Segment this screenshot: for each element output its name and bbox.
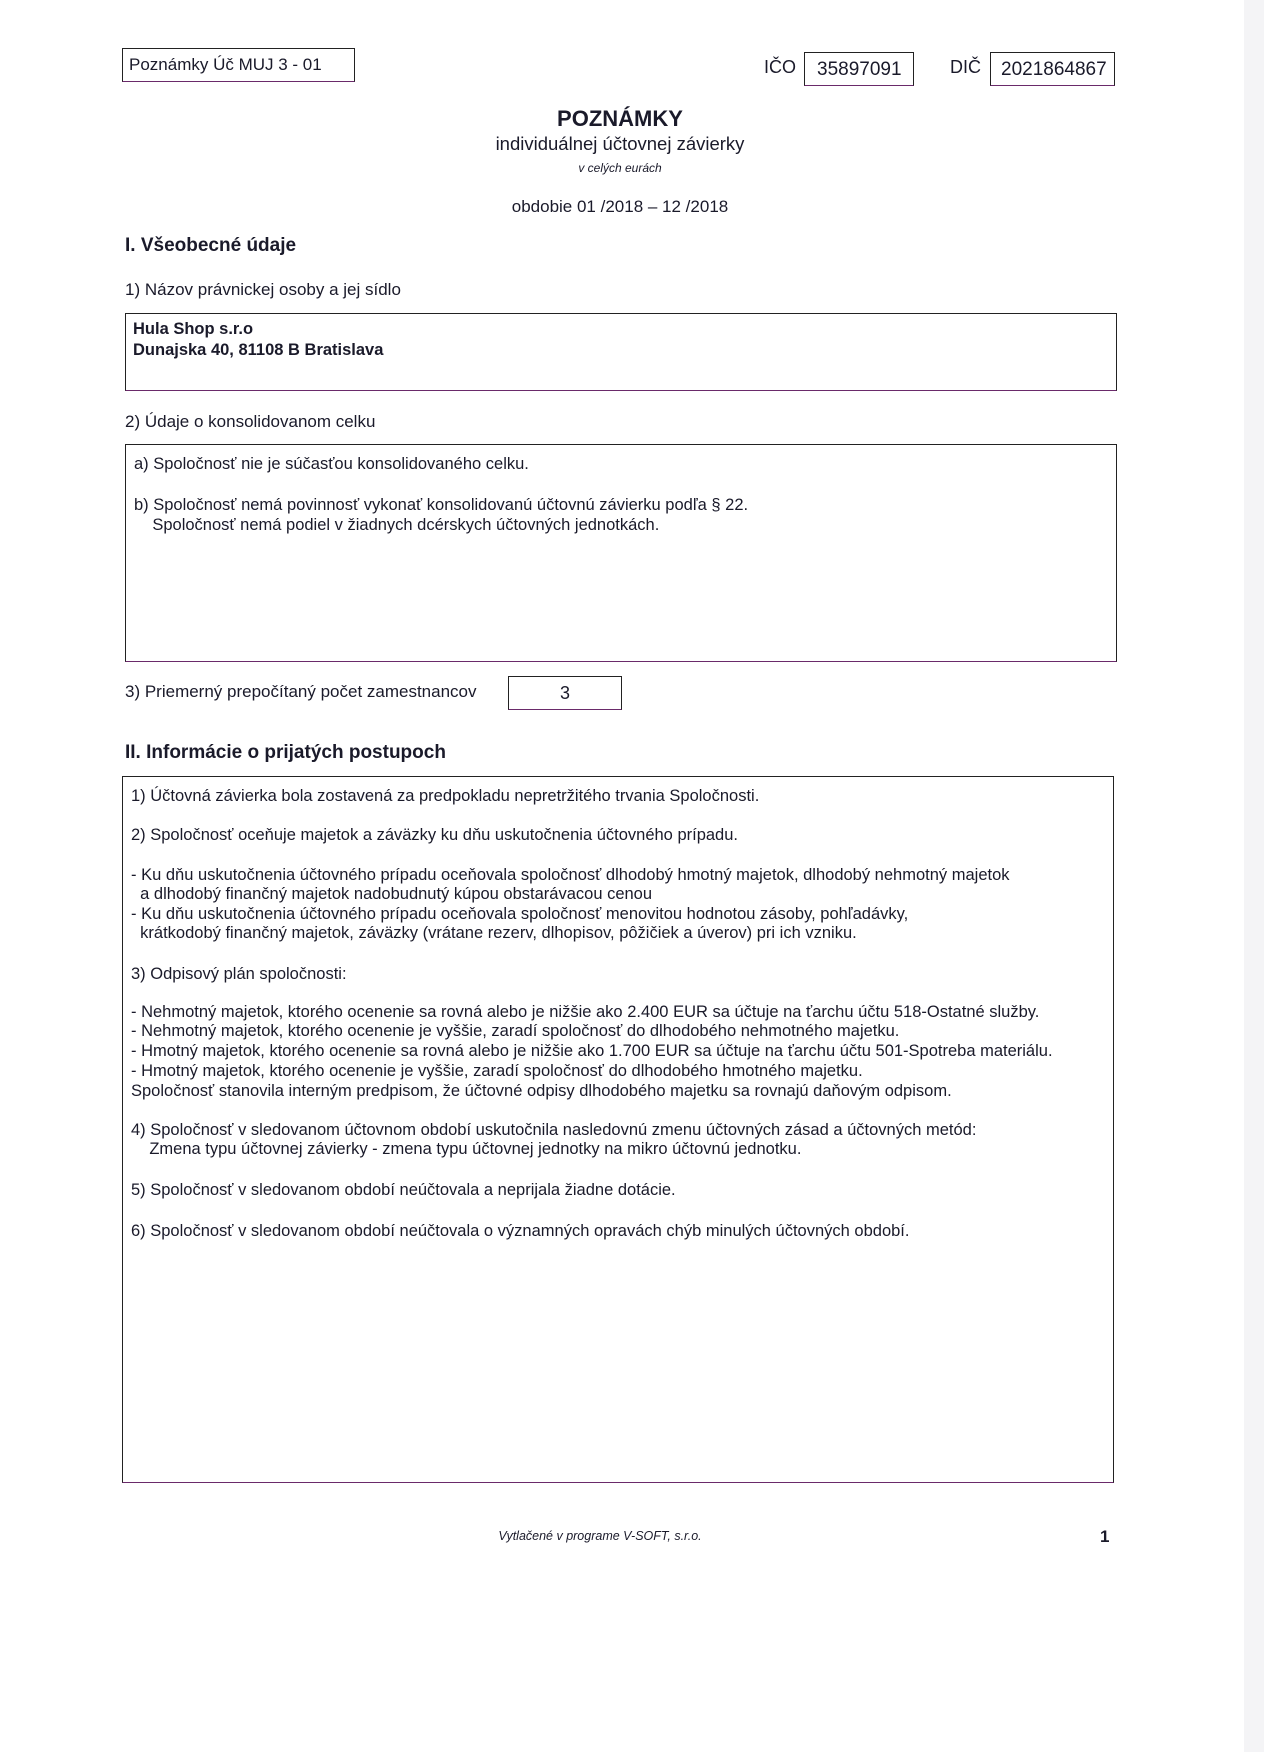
policy-line: 3) Odpisový plán spoločnosti:: [131, 965, 347, 983]
dic-label: DIČ: [950, 57, 981, 77]
policy-line: 6) Spoločnosť v sledovanom období neúčtovala o významných opravách chýb minulých účtovných období.: [131, 1222, 910, 1240]
policy-line: 1) Účtovná závierka bola zostavená za predpokladu nepretržitého trvania Spoločnosti.: [131, 787, 760, 805]
document-subtitle: individuálnej účtovnej závierky: [495, 133, 745, 154]
company-address: Dunajska 40, 81108 B Bratislava: [133, 341, 384, 359]
policy-line: - Nehmotný majetok, ktorého ocenenie je vyššie, zaradí spoločnosť do dlhodobého nehmotného majetku.: [131, 1022, 900, 1040]
policy-line: - Nehmotný majetok, ktorého ocenenie sa rovná alebo je nižšie ako 2.400 EUR sa účtuje na ťarchu účtu 518-Ostatné služby.: [131, 1003, 1040, 1021]
dic-box: [990, 52, 1115, 86]
section2-heading: II. Informácie o prijatých postupoch: [125, 742, 446, 763]
q2-label: 2) Údaje o konsolidovanom celku: [125, 412, 376, 431]
q3-label: 3) Priemerný prepočítaný počet zamestnancov: [125, 682, 477, 701]
policies-box: [122, 776, 1114, 1483]
ico-label: IČO: [764, 57, 797, 77]
consolidation-line: a) Spoločnosť nie je súčasťou konsolidovaného celku.: [134, 455, 529, 473]
policy-line: - Hmotný majetok, ktorého ocenenie je vyššie, zaradí spoločnosť do dlhodobého hmotného majetku.: [131, 1062, 863, 1080]
consolidation-line: b) Spoločnosť nemá povinnosť vykonať konsolidovanú účtovnú závierku podľa § 22.: [134, 496, 749, 514]
policy-line: Zmena typu účtovnej závierky - zmena typu účtovnej jednotky na mikro účtovnú jednotku.: [131, 1140, 802, 1158]
ico-box: [804, 52, 914, 86]
consolidation-box: [125, 444, 1117, 662]
policy-line: 4) Spoločnosť v sledovanom účtovnom období uskutočnila nasledovnú zmenu účtovných zásad a účtovných metód:: [131, 1121, 977, 1139]
company-box: [125, 313, 1117, 391]
dic-value: 2021864867: [1001, 59, 1107, 80]
company-name: Hula Shop s.r.o: [133, 320, 254, 338]
policy-line: - Ku dňu uskutočnenia účtovného prípadu oceňovala spoločnosť dlhodobý hmotný majetok, dlhodobý nehmotný majetok: [131, 866, 1010, 884]
scan-edge: [1244, 0, 1264, 1752]
currency-note: v celých eurách: [578, 161, 662, 175]
document-title: POZNÁMKY: [557, 106, 683, 131]
ico-value: 35897091: [817, 59, 902, 80]
employees-count: 3: [559, 683, 570, 703]
policy-line: a dlhodobý finančný majetok nadobudnutý kúpou obstarávacou cenou: [131, 885, 653, 903]
q1-label: 1) Názov právnickej osoby a jej sídlo: [125, 280, 401, 299]
policy-line: 2) Spoločnosť oceňuje majetok a záväzky ku dňu uskutočnenia účtovného prípadu.: [131, 826, 738, 844]
printed-by: Vytlačené v programe V-SOFT, s.r.o.: [498, 1529, 702, 1543]
policy-line: krátkodobý finančný majetok, záväzky (vrátane rezerv, dlhopisov, pôžičiek a úverov) pri ich vzniku.: [131, 924, 857, 942]
employees-box: [508, 676, 622, 710]
policy-line: 5) Spoločnosť v sledovanom období neúčtovala a neprijala žiadne dotácie.: [131, 1181, 676, 1199]
page-number: 1: [1100, 1527, 1110, 1546]
policy-line: - Hmotný majetok, ktorého ocenenie sa rovná alebo je nižšie ako 1.700 EUR sa účtuje na ťarchu účtu 501-Spotreba materiálu.: [131, 1042, 1053, 1060]
policy-line: Spoločnosť stanovila interným predpisom, že účtovné odpisy dlhodobého majetku sa rovnajú daňovým odpisom.: [131, 1082, 952, 1100]
form-code-box: [122, 48, 355, 82]
period: obdobie 01 /2018 – 12 /2018: [511, 197, 729, 216]
consolidation-line: Spoločnosť nemá podiel v žiadnych dcérskych účtovných jednotkách.: [134, 516, 660, 534]
section1-heading: I. Všeobecné údaje: [125, 235, 297, 256]
form-code: Poznámky Úč MUJ 3 - 01: [129, 55, 322, 74]
policy-line: - Ku dňu uskutočnenia účtovného prípadu oceňovala spoločnosť menovitou hodnotou zásoby, pohľadávky,: [131, 905, 909, 923]
